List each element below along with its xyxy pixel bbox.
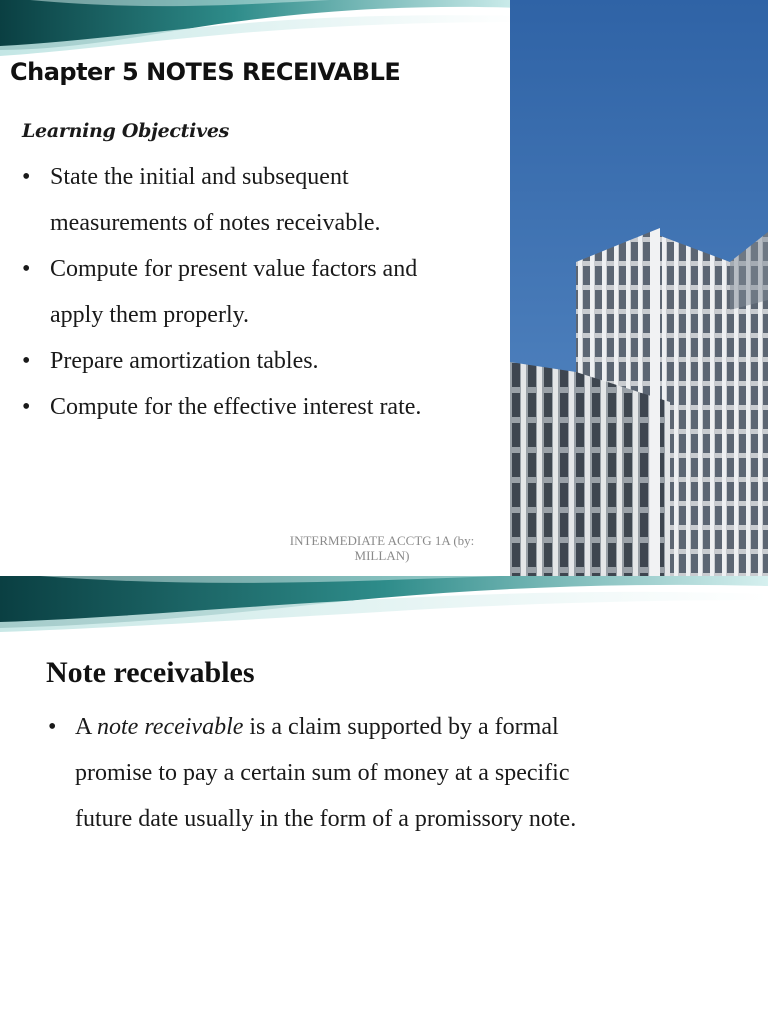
bullet-icon: • [22,394,31,420]
objective-item [20,154,500,246]
building-photo [510,0,768,576]
definition-prefix: A [75,714,98,740]
definition-list [46,704,746,842]
learning-objectives-heading: Learning Objectives [22,120,230,142]
bullet-icon: • [48,714,57,740]
definition-text: future date usually in the form of a promissory note. [75,806,577,832]
bullet-icon: • [22,164,31,190]
chapter-title: Chapter 5 NOTES RECEIVABLE [10,58,401,86]
definition-text: promise to pay a certain sum of money at a specific [75,760,570,786]
definition-text: is a claim supported by a formal [243,714,559,740]
header-swoosh-graphic [0,576,768,634]
objective-text: Compute for present value factors and [50,256,418,282]
objective-item [20,246,500,338]
learning-objectives-list [20,154,500,430]
objective-item [20,384,500,430]
slide-2 [0,576,768,1024]
bullet-icon: • [22,256,31,282]
objective-text: apply them properly. [50,302,250,328]
definition-term: note receivable [97,714,244,740]
slide-title: Note receivables [46,656,255,689]
objective-text: Compute for the effective interest rate. [50,394,422,420]
bullet-icon: • [22,348,31,374]
footer-line: MILLAN) [354,548,410,563]
definition-item [46,704,746,842]
objective-item [20,338,500,384]
objective-text: Prepare amortization tables. [50,348,319,374]
objective-text: measurements of notes receivable. [50,210,381,236]
slide-footer [282,533,482,563]
footer-line: INTERMEDIATE ACCTG 1A (by: [289,533,475,548]
objective-text: State the initial and subsequent [50,164,349,190]
